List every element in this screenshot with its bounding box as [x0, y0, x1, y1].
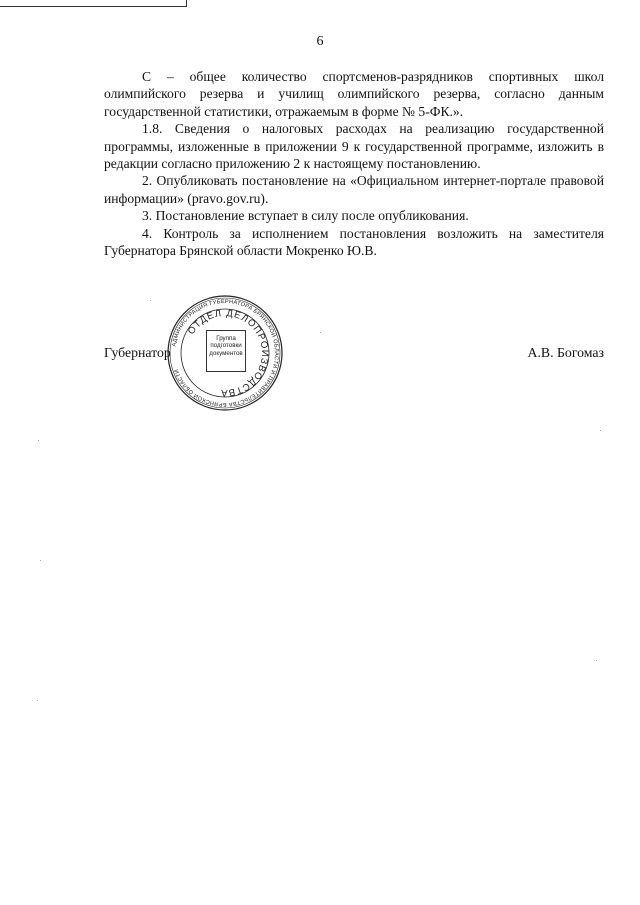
- document-body: [104, 68, 604, 259]
- scan-speck: [150, 300, 151, 301]
- scan-speck: [596, 660, 597, 661]
- page-number: 6: [316, 34, 324, 49]
- stamp-outer-text: АДМИНИСТРАЦИЯ ГУБЕРНАТОРА БРЯНСКОЙ ОБЛАСТИ И ПРАВИТЕЛЬСТВА БРЯНСКОЙ ОБЛАСТИ: [171, 298, 280, 408]
- stamp-box-line: документов: [209, 349, 243, 357]
- signatory-name: А.В. Богомаз: [527, 345, 604, 360]
- stamp-center-box: [206, 330, 246, 372]
- official-stamp: [166, 294, 284, 412]
- paragraph-2: 2. Опубликовать постановление на «Официальном интернет-портале правовой информации» (pravo.gov.ru).: [104, 173, 604, 206]
- scan-speck: [320, 332, 321, 333]
- stamp-box-line: Группа: [216, 335, 236, 342]
- top-corner-line: [0, 0, 187, 7]
- paragraph-4: 4. Контроль за исполнением постановления возложить на заместителя Губернатора Брянской области Мокренко Ю.В.: [104, 225, 604, 259]
- scan-speck: [600, 430, 601, 431]
- stamp-box-line: подготовки: [210, 342, 242, 350]
- paragraph-formula-note: С – общее количество спортсменов-разрядников спортивных школ олимпийского резерва и училищ олимпийского резерва, согласно данным государственной статистики, отражаемым в форме № 5-ФК.».: [104, 69, 604, 119]
- scan-speck: [37, 700, 38, 701]
- signatory-title: Губернатор: [104, 345, 171, 360]
- scan-speck: [40, 560, 41, 561]
- scan-speck: [38, 440, 39, 441]
- paragraph-3: 3. Постановление вступает в силу после опубликования.: [142, 208, 469, 224]
- stamp-inner-text: ОТДЕЛ ДЕЛОПРОИЗВОДСТВА: [185, 307, 271, 399]
- paragraph-1-8: 1.8. Сведения о налоговых расходах на реализацию государственной программы, изложенные в приложении 9 к государственной программе, изложить в редакции согласно приложению 2 к настоящему постановлению.: [104, 121, 604, 172]
